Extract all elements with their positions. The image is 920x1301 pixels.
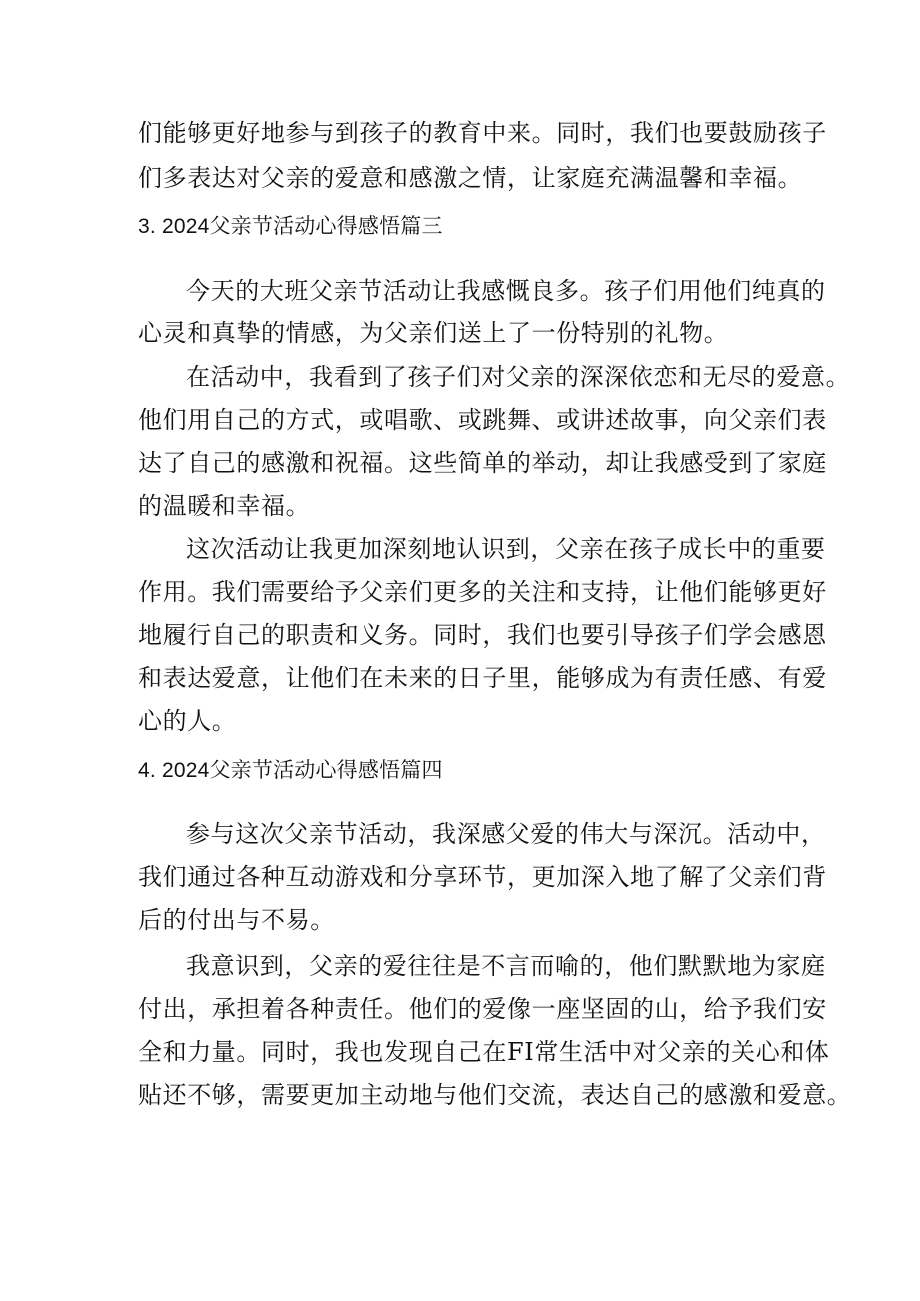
- section-heading: 3. 2024父亲节活动心得感悟篇三: [138, 215, 443, 238]
- paragraph-line: 我们通过各种互动游戏和分享环节，更加深入地了解了父亲们背: [138, 863, 827, 891]
- paragraph-line: 作用。我们需要给予父亲们更多的关注和支持，让他们能够更好: [138, 578, 827, 606]
- paragraph-line: 付出，承担着各种责任。他们的爱像一座坚固的山，给予我们安: [138, 995, 827, 1023]
- section-heading: 4. 2024父亲节活动心得感悟篇四: [138, 759, 443, 782]
- paragraph-line: 后的付出与不易。: [138, 906, 335, 934]
- paragraph-line: 他们用自己的方式，或唱歌、或跳舞、或讲述故事，向父亲们表: [138, 406, 827, 434]
- paragraph-line: 地履行自己的职责和义务。同时，我们也要引导孩子们学会感恩: [138, 621, 827, 649]
- paragraph-line: 今天的大班父亲节活动让我感慨良多。孩子们用他们纯真的: [186, 277, 826, 305]
- paragraph-line: 心灵和真挚的情感，为父亲们送上了一份特别的礼物。: [138, 319, 729, 347]
- paragraph-line: 和表达爱意，让他们在未来的日子里，能够成为有责任感、有爱: [138, 664, 827, 692]
- paragraph-line: 的温暖和幸福。: [138, 492, 311, 520]
- paragraph-line: 参与这次父亲节活动，我深感父爱的伟大与深沉。活动中，: [186, 820, 826, 848]
- paragraph-line: 们能够更好地参与到孩子的教育中来。同时，我们也要鼓励孩子: [138, 119, 827, 147]
- paragraph-line: 在活动中，我看到了孩子们对父亲的深深依恋和无尽的爱意。: [186, 363, 851, 391]
- paragraph-line: 心的人。: [138, 707, 237, 735]
- paragraph-line: 们多表达对父亲的爱意和感激之情，让家庭充满温馨和幸福。: [138, 164, 803, 192]
- paragraph-line: 我意识到，父亲的爱往往是不言而喻的，他们默默地为家庭: [186, 952, 826, 980]
- paragraph-line: 贴还不够，需要更加主动地与他们交流，表达自己的感激和爱意。: [138, 1081, 852, 1109]
- paragraph-line: 达了自己的感激和祝福。这些简单的举动，却让我感受到了家庭: [138, 449, 827, 477]
- paragraph-line: 这次活动让我更加深刻地认识到，父亲在孩子成长中的重要: [186, 535, 826, 563]
- paragraph-line: 全和力量。同时，我也发现自己在FI常生活中对父亲的关心和体: [138, 1038, 830, 1066]
